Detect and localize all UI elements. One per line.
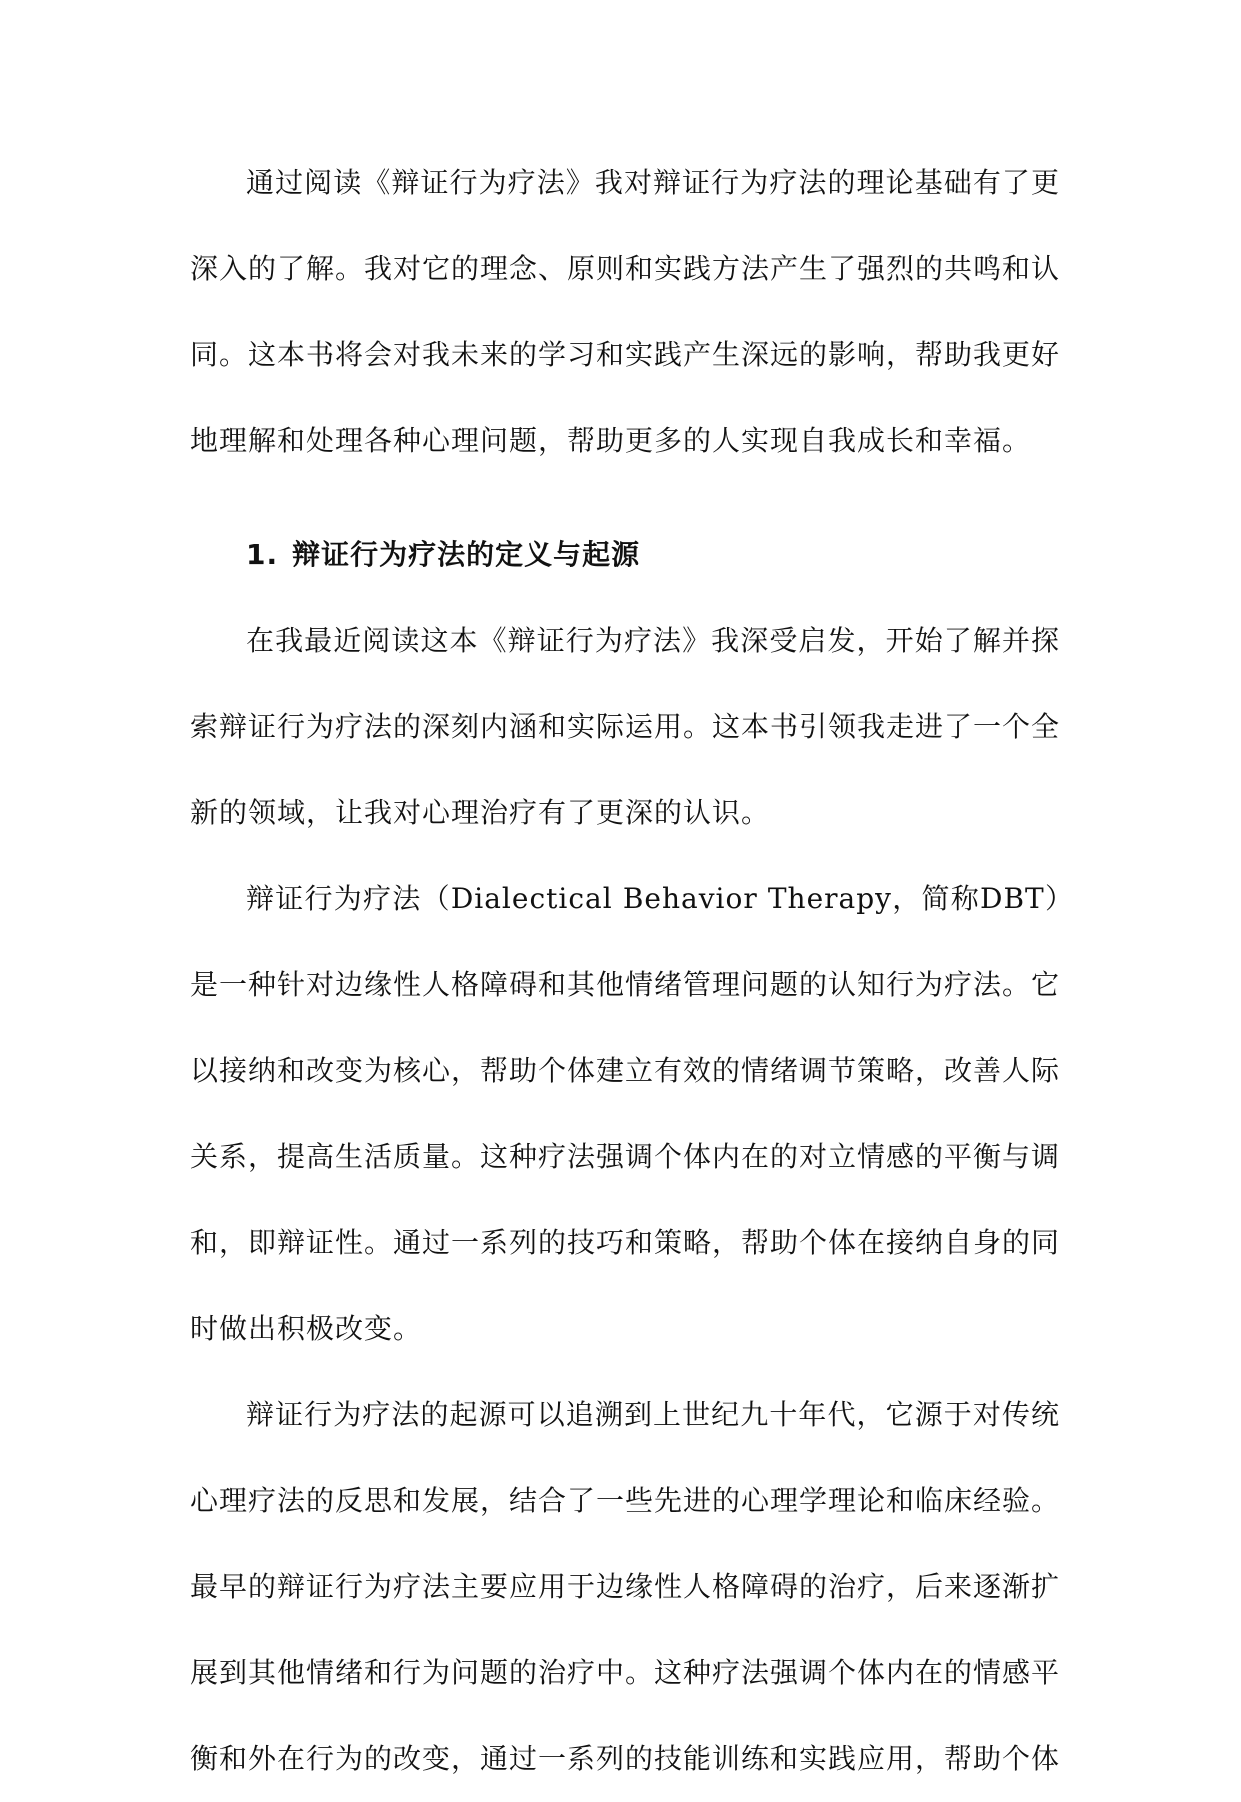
- body-paragraph-2: 辩证行为疗法（Dialectical Behavior Therapy，简称DBT）是一种针对边缘性人格障碍和其他情绪管理问题的认知行为疗法。它以接纳和改变为核心，帮助个体建立有效的情绪调节策略，改善人际关系，提高生活质量。这种疗法强调个体内在的对立情感的平衡与调和，即辩证性。通过一系列的技巧和策略，帮助个体在接纳自身的同时做出积极改变。: [190, 882, 1061, 1345]
- body-paragraph-1: 在我最近阅读这本《辩证行为疗法》我深受启发，开始了解并探索辩证行为疗法的深刻内涵和实际运用。这本书引领我走进了一个全新的领域，让我对心理治疗有了更深的认识。: [190, 624, 1061, 829]
- section-title: 辩证行为疗法的定义与起源: [292, 538, 641, 571]
- document-body: [190, 140, 1060, 1802]
- intro-paragraph: 通过阅读《辩证行为疗法》我对辩证行为疗法的理论基础有了更深入的了解。我对它的理念、原则和实践方法产生了强烈的共鸣和认同。这本书将会对我未来的学习和实践产生深远的影响，帮助我更好地理解和处理各种心理问题，帮助更多的人实现自我成长和幸福。: [190, 166, 1061, 457]
- body-paragraph-3: 辩证行为疗法的起源可以追溯到上世纪九十年代，它源于对传统心理疗法的反思和发展，结合了一些先进的心理学理论和临床经验。最早的辩证行为疗法主要应用于边缘性人格障碍的治疗，后来逐渐扩展到其他情绪和行为问题的治疗中。这种疗法强调个体内在的情感平衡和外在行为的改变，通过一系列的技能训练和实践应用，帮助个体: [190, 1398, 1061, 1775]
- section-heading: [190, 512, 1060, 598]
- section-number: 1.: [246, 538, 279, 571]
